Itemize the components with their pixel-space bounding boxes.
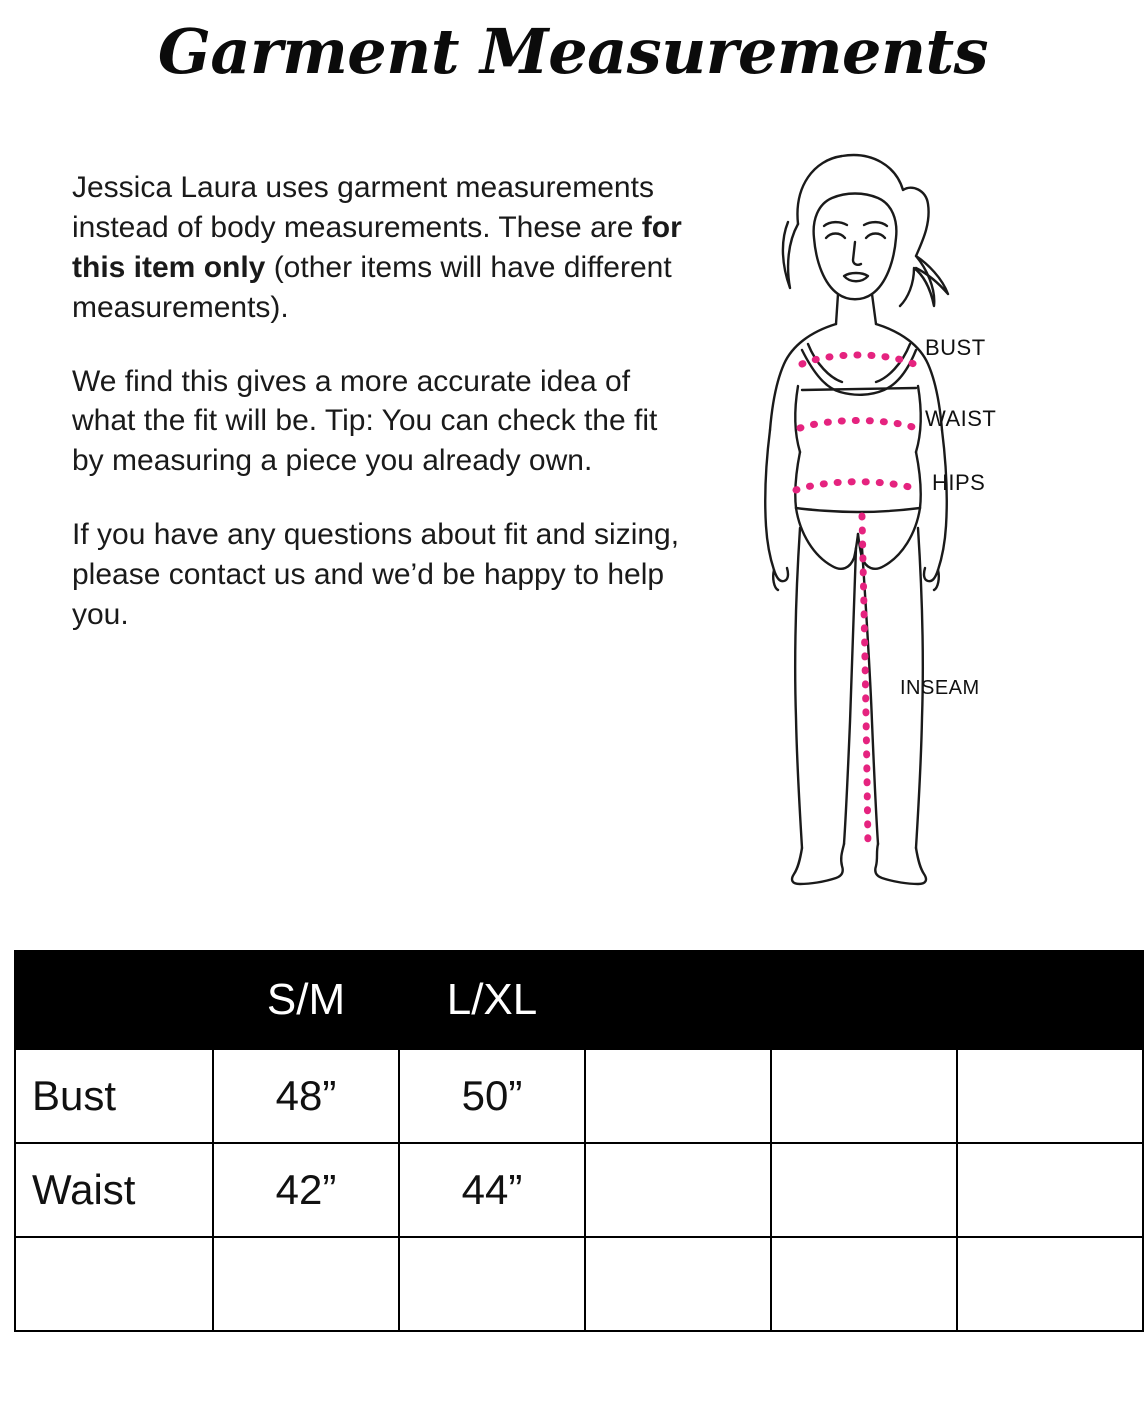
label-inseam: INSEAM [900,677,980,699]
label-waist: WAIST [925,406,997,431]
cell-empty-r3-c2 [399,1237,585,1331]
waist-guide-line [800,421,916,429]
intro-paragraph-1-part-b: (other items will have different measurements). [72,250,672,324]
size-chart-table [14,950,1144,1332]
cell-waist-empty-3 [957,1143,1143,1237]
header-cell-sm: S/M [213,951,399,1049]
page-title: Garment Measurements [157,15,989,88]
cell-waist-lxl: 44” [399,1143,585,1237]
label-bust: BUST [925,335,986,360]
table-row [15,1143,1143,1237]
row-label-empty [15,1237,213,1331]
cell-empty-r3-c3 [585,1237,771,1331]
table-row [15,1237,1143,1331]
header-cell-blank [15,951,213,1049]
header-cell-empty-2 [771,951,957,1049]
header-cell-lxl: L/XL [399,951,585,1049]
hips-guide-line [796,482,920,490]
header-cell-empty-1 [585,951,771,1049]
cell-waist-empty-1 [585,1143,771,1237]
intro-paragraph-1-part-a: Jessica Laura uses garment measurements instead of body measurements. These are [72,171,654,244]
intro-paragraph-1 [72,168,682,328]
cell-empty-r3-c5 [957,1237,1143,1331]
intro-paragraph-1-emphasis: for this item only [72,210,682,284]
body-figure [690,138,1120,928]
intro-paragraph-2: We find this gives a more accurate idea of what the fit will be. Tip: You can check the fit by measuring a piece you already own. [72,364,658,478]
table-row [15,1049,1143,1143]
cell-bust-empty-2 [771,1049,957,1143]
cell-waist-sm: 42” [213,1143,399,1237]
cell-waist-empty-2 [771,1143,957,1237]
intro-paragraph-3: If you have any questions about fit and sizing, please contact us and we’d be happy to help you. [72,518,680,632]
body-figure-illustration [690,138,1120,928]
cell-bust-sm: 48” [213,1049,399,1143]
cell-bust-empty-3 [957,1049,1143,1143]
cell-bust-empty-1 [585,1049,771,1143]
header-cell-empty-3 [957,951,1143,1049]
label-hips: HIPS [932,470,986,495]
row-label-waist: Waist [15,1143,213,1237]
table-header-row [15,951,1143,1049]
row-label-bust: Bust [15,1049,213,1143]
content-area [0,138,1146,948]
intro-copy [72,168,682,635]
cell-bust-lxl: 50” [399,1049,585,1143]
measure-guides [796,355,920,848]
cell-empty-r3-c1 [213,1237,399,1331]
cell-empty-r3-c4 [771,1237,957,1331]
